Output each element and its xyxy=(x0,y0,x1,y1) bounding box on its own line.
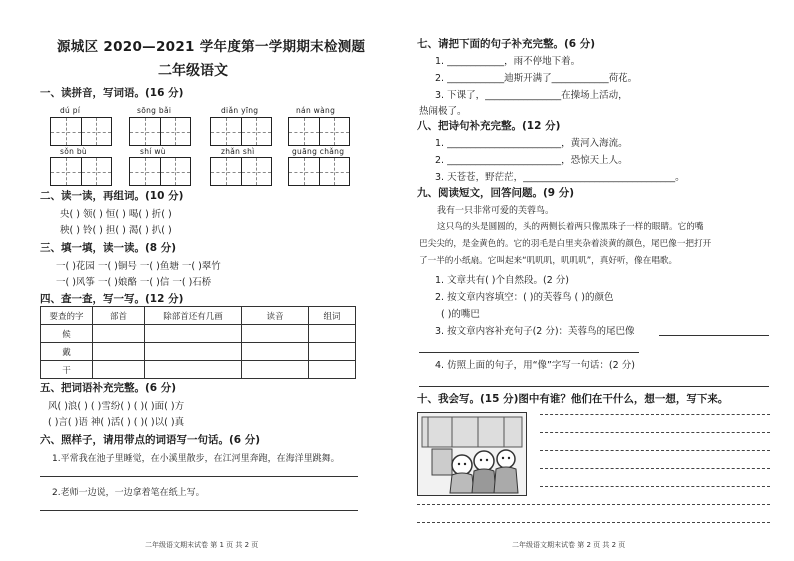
pinyin-7: zhǎn shì xyxy=(221,147,255,156)
pinyin-2: sōng bǎi xyxy=(137,106,172,115)
question-2-cont: ( )的嘴巴 xyxy=(441,309,480,320)
writing-grid-7[interactable] xyxy=(210,157,272,186)
section-5-heading: 五、把词语补充完整。(6 分) xyxy=(40,382,177,394)
writing-line[interactable] xyxy=(540,468,770,469)
question-1: 1. 文章共有( )个自然段。(2 分) xyxy=(435,275,569,286)
writing-grid-5[interactable] xyxy=(50,157,112,186)
exam-page-2 xyxy=(397,0,794,561)
table-header: 读音 xyxy=(242,307,309,325)
section-8-item-2: 2. ________________________，恐惊天上人。 xyxy=(435,155,628,166)
passage-line-2: 这只鸟的头是圆圆的，头的两侧长着两只像黑珠子一样的眼睛。它的嘴 xyxy=(437,222,704,232)
writing-grid-1[interactable] xyxy=(50,117,112,146)
writing-grid-8[interactable] xyxy=(288,157,350,186)
answer-line[interactable] xyxy=(40,510,358,511)
section-6-heading: 六、照样子，请用带点的词语写一句话。(6 分) xyxy=(40,434,261,446)
writing-grid-2[interactable] xyxy=(129,117,191,146)
writing-line[interactable] xyxy=(417,522,770,523)
answer-line[interactable] xyxy=(419,386,769,387)
section-7-heading: 七、请把下面的句子补充完整。(6 分) xyxy=(417,38,596,50)
lookup-char: 干 xyxy=(41,361,93,379)
section-8-heading: 八、把诗句补充完整。(12 分) xyxy=(417,120,561,132)
answer-cell[interactable] xyxy=(309,343,356,361)
section-7-item-3-cont: 热闹极了。 xyxy=(419,106,467,117)
section-2-row-2: 秧( ) 铃( ) 担( ) 渴( ) 扒( ) xyxy=(60,225,172,236)
table-header: 部首 xyxy=(93,307,145,325)
section-3-heading: 三、填一填，读一读。(8 分) xyxy=(40,242,177,254)
answer-cell[interactable] xyxy=(93,343,145,361)
table-header: 除部首还有几画 xyxy=(145,307,242,325)
writing-line[interactable] xyxy=(540,414,770,415)
section-3-row-1: 一( )花园 一( )铜号 一( )鱼塘 一( )翠竹 xyxy=(56,261,221,272)
page-footer: 二年级语文期末试卷 第 1 页 共 2 页 xyxy=(145,541,259,549)
lookup-table xyxy=(40,306,356,379)
lookup-char: 戴 xyxy=(41,343,93,361)
children-scene-image xyxy=(418,413,526,495)
answer-cell[interactable] xyxy=(145,361,242,379)
section-3-row-2: 一( )风筝 一( )娘酪 一( )信 一( )石桥 xyxy=(56,277,212,288)
writing-line[interactable] xyxy=(540,486,770,487)
answer-cell[interactable] xyxy=(309,361,356,379)
exam-title: 源城区 2020—2021 学年度第一学期期末检测题 xyxy=(57,39,366,55)
answer-cell[interactable] xyxy=(242,325,309,343)
section-1-heading: 一、读拼音，写词语。(16 分) xyxy=(40,87,184,99)
section-2-row-1: 央( ) 领( ) 恒( ) 喝( ) 折( ) xyxy=(60,209,172,220)
passage-line-4: 了一半的小纸扇。它叫起来“叽叽叽，叽叽叽”，真好听，像在唱歌。 xyxy=(419,256,678,266)
table-row xyxy=(41,343,356,361)
answer-cell[interactable] xyxy=(145,325,242,343)
table-header: 要查的字 xyxy=(41,307,93,325)
question-2: 2. 按文章内容填空：( )的芙蓉鸟 ( )的颜色 xyxy=(435,292,614,303)
section-9-heading: 九、阅读短文，回答问题。(9 分) xyxy=(417,187,575,199)
section-6-item-2: 2.老师一边说，一边拿着笔在纸上写。 xyxy=(52,488,205,498)
answer-line[interactable] xyxy=(419,352,639,353)
writing-grid-3[interactable] xyxy=(210,117,272,146)
section-5-row-1: 风( )浪( ) ( )雪纷( ) ( )( )面( )方 xyxy=(48,401,185,412)
page-footer: 二年级语文期末试卷 第 2 页 共 2 页 xyxy=(512,541,626,549)
section-4-heading: 四、查一查，写一写。(12 分) xyxy=(40,293,184,305)
answer-line[interactable] xyxy=(659,335,769,336)
answer-cell[interactable] xyxy=(145,343,242,361)
section-7-item-3: 3. 下课了，________________在操场上活动， xyxy=(435,90,628,101)
answer-cell[interactable] xyxy=(93,361,145,379)
writing-line[interactable] xyxy=(417,504,770,505)
answer-cell[interactable] xyxy=(242,361,309,379)
section-2-heading: 二、读一读，再组词。(10 分) xyxy=(40,190,184,202)
pinyin-4: nán wàng xyxy=(296,106,336,115)
writing-grid-6[interactable] xyxy=(129,157,191,186)
section-8-item-1: 1. ________________________，黄河入海流。 xyxy=(435,138,628,149)
section-10-heading: 十、我会写。(15 分)图中有谁？他们在干什么，想一想，写下来。 xyxy=(417,393,729,405)
table-row xyxy=(41,325,356,343)
writing-line[interactable] xyxy=(540,432,770,433)
writing-grid-4[interactable] xyxy=(288,117,350,146)
question-3: 3. 按文章内容补充句子(2 分)：芙蓉鸟的尾巴像 xyxy=(435,326,635,337)
pinyin-3: diǎn yīng xyxy=(221,106,259,115)
answer-cell[interactable] xyxy=(309,325,356,343)
answer-line[interactable] xyxy=(40,476,358,477)
section-5-row-2: ( )言( )语 神( )活( ) ( )( )以( )真 xyxy=(48,417,185,428)
answer-cell[interactable] xyxy=(242,343,309,361)
table-header: 组词 xyxy=(309,307,356,325)
answer-cell[interactable] xyxy=(93,325,145,343)
question-4: 4. 仿照上面的句子，用“像”字写一句话：(2 分) xyxy=(435,360,635,371)
section-7-item-1: 1. ____________，雨不停地下着。 xyxy=(435,56,581,67)
section-6-item-1: 1.平常我在池子里睡觉，在小溪里散步，在江河里奔跑，在海洋里跳舞。 xyxy=(52,454,340,464)
passage-line-1: 我有一只非常可爱的芙蓉鸟。 xyxy=(437,206,555,216)
section-8-item-3: 3. 天苍苍，野茫茫，________________________________。 xyxy=(435,172,685,183)
lookup-char: 候 xyxy=(41,325,93,343)
section-7-item-2: 2. ____________迪斯开满了____________荷花。 xyxy=(435,73,638,84)
table-row xyxy=(41,361,356,379)
pinyin-1: dú pí xyxy=(60,106,81,115)
pinyin-5: sǒn bù xyxy=(60,147,87,156)
passage-line-3: 巴尖尖的，是金黄色的。它的羽毛是白里夹杂着淡黄的颜色，尾巴像一把打开 xyxy=(419,239,712,249)
writing-line[interactable] xyxy=(540,450,770,451)
pinyin-6: shí wù xyxy=(140,147,166,156)
scene-illustration xyxy=(417,412,527,496)
exam-subtitle: 二年级语文 xyxy=(158,63,228,79)
pinyin-8: guāng chǎng xyxy=(292,147,345,156)
